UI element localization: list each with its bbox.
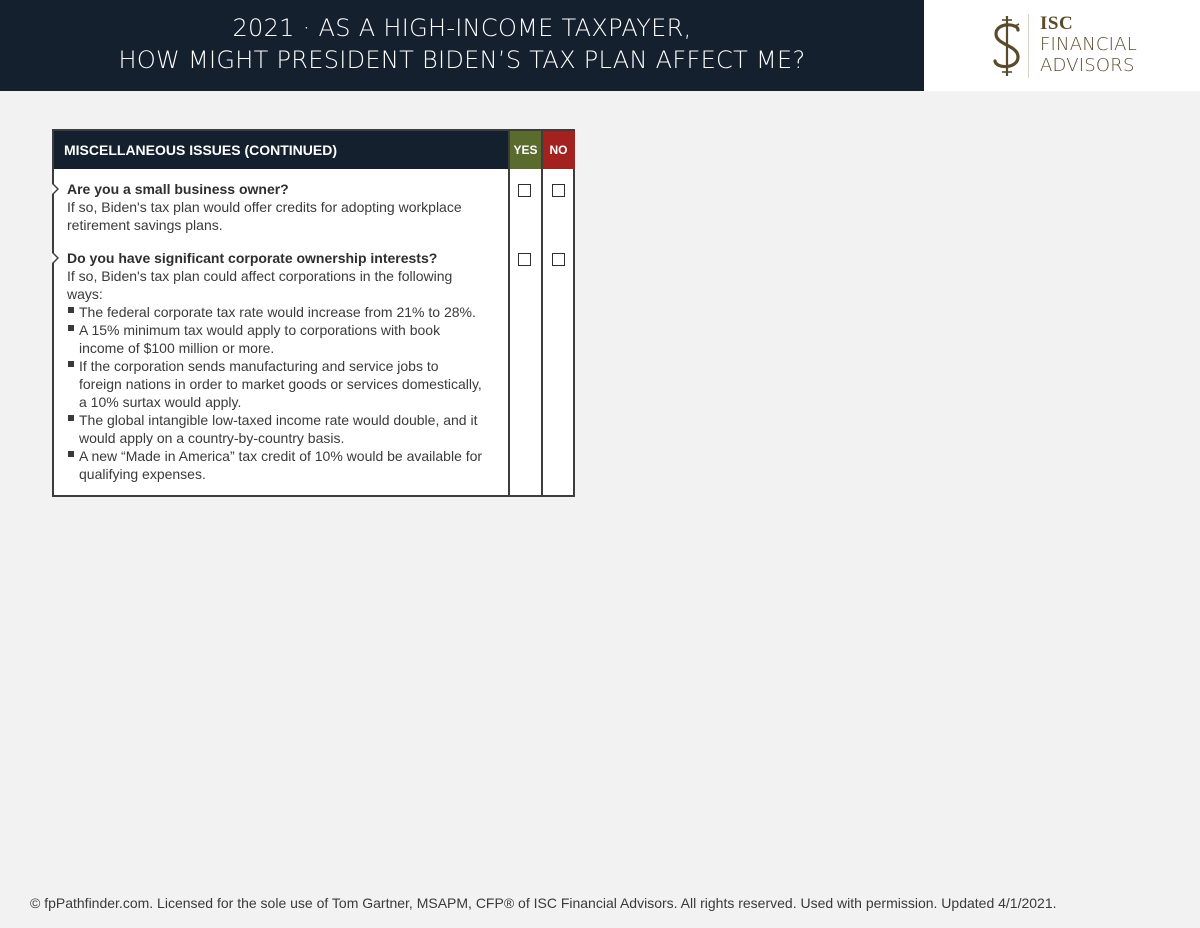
logo-divider [1028, 14, 1029, 78]
item-question: Are you a small business owner? [67, 181, 289, 197]
bullet-line: The global intangible low-taxed income rate would double, and it [79, 412, 478, 428]
logo [924, 0, 1200, 91]
logo-name: ISC [1040, 13, 1074, 34]
item-text-line: retirement savings plans. [67, 217, 223, 233]
no-column-header: NO [542, 131, 575, 169]
yes-checkbox[interactable] [518, 253, 531, 266]
isc-monogram-icon [988, 14, 1026, 78]
page-title-line-1: 2021 · AS A HIGH-INCOME TAXPAYER, [232, 14, 692, 42]
card-title: MISCELLANEOUS ISSUES (CONTINUED) [64, 142, 338, 158]
checklist-card [52, 129, 575, 497]
yes-column-header: YES [509, 131, 542, 169]
footer-copyright: © fpPathfinder.com. Licensed for the sole use of Tom Gartner, MSAPM, CFP® of ISC Financial Advisors. All rights reserved. Used with permission. Updated 4/1/2021. [30, 895, 1057, 911]
page-header [0, 0, 924, 91]
column-divider [541, 131, 543, 495]
logo-line-1: FINANCIAL [1040, 34, 1137, 55]
item-marker-icon [53, 252, 59, 264]
bullet-line: foreign nations in order to market goods or services domestically, [79, 376, 482, 392]
item-text-line: If so, Biden's tax plan would offer credits for adopting workplace [67, 199, 462, 215]
bullet-line: A new “Made in America” tax credit of 10% would be available for [79, 448, 483, 464]
logo-text [1040, 14, 1137, 76]
bullet-icon [68, 415, 74, 421]
bullet-line: A 15% minimum tax would apply to corporations with book [79, 322, 441, 338]
bullet-line: qualifying expenses. [79, 466, 206, 482]
page-title-line-2: HOW MIGHT PRESIDENT BIDEN’S TAX PLAN AFFECT ME? [118, 46, 806, 74]
no-checkbox[interactable] [552, 184, 565, 197]
item-text-line: ways: [67, 286, 103, 302]
item-marker-icon [53, 183, 59, 195]
logo-line-2: ADVISORS [1040, 55, 1135, 76]
column-divider [508, 131, 510, 495]
bullet-icon [68, 451, 74, 457]
card-header [54, 131, 509, 169]
yes-checkbox[interactable] [518, 184, 531, 197]
item-text-line: If so, Biden's tax plan could affect corporations in the following [67, 268, 453, 284]
bullet-line: If the corporation sends manufacturing and service jobs to [79, 358, 439, 374]
bullet-line: a 10% surtax would apply. [79, 394, 242, 410]
bullet-icon [68, 325, 74, 331]
page-title [0, 12, 924, 76]
bullet-line: would apply on a country-by-country basis. [79, 430, 345, 446]
bullet-line: income of $100 million or more. [79, 340, 275, 356]
no-checkbox[interactable] [552, 253, 565, 266]
bullet-icon [68, 361, 74, 367]
item-question: Do you have significant corporate ownership interests? [67, 250, 438, 266]
bullet-line: The federal corporate tax rate would increase from 21% to 28%. [79, 304, 476, 320]
bullet-icon [68, 307, 74, 313]
